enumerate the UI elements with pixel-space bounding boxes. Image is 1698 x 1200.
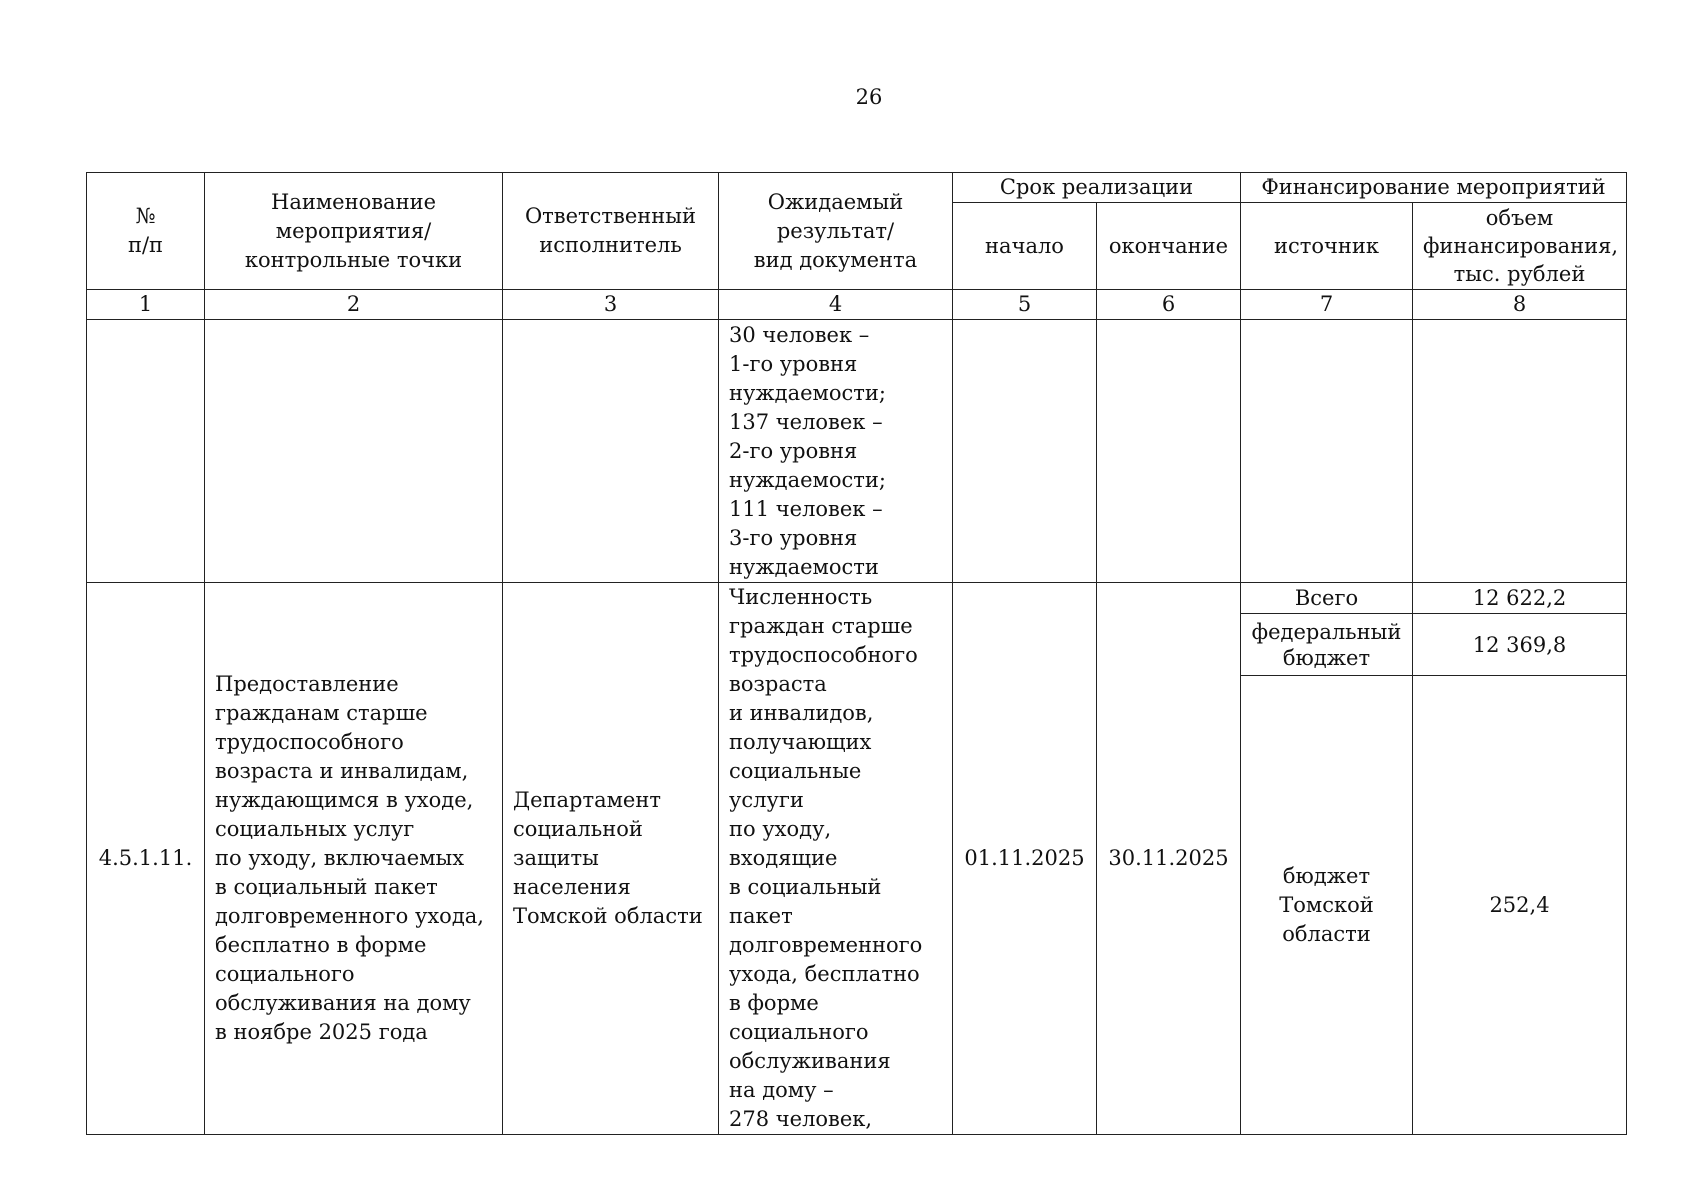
- cont-source-cell: [1241, 320, 1413, 583]
- column-number: 2: [205, 290, 503, 320]
- column-number: 7: [1241, 290, 1413, 320]
- cont-result-cell: 30 человек – 1-го уровня нуждаемости; 137 человек – 2-го уровня нуждаемости; 111 человек – 3-го уровня нуждаемости: [719, 320, 953, 583]
- financing-volume-total: 12 622,2: [1413, 583, 1627, 614]
- header-start: начало: [953, 203, 1097, 290]
- continuation-row: [87, 320, 1627, 583]
- header-num: № п/п: [87, 173, 205, 290]
- cont-executor-cell: [503, 320, 719, 583]
- header-financing-group: Финансирование мероприятий: [1241, 173, 1627, 203]
- header-volume: объем финансирования, тыс. рублей: [1413, 203, 1627, 290]
- page-number: 26: [855, 85, 883, 109]
- column-number: 3: [503, 290, 719, 320]
- cont-start-cell: [953, 320, 1097, 583]
- cont-end-cell: [1097, 320, 1241, 583]
- column-numbers-row: [87, 290, 1627, 320]
- financing-volume-federal: 12 369,8: [1413, 614, 1627, 676]
- header-period-group: Срок реализации: [953, 173, 1241, 203]
- header-result: Ожидаемый результат/ вид документа: [719, 173, 953, 290]
- column-number: 5: [953, 290, 1097, 320]
- header-name: Наименование мероприятия/ контрольные точки: [205, 173, 503, 290]
- cont-num-cell: [87, 320, 205, 583]
- responsible-executor: Департамент социальной защиты населения Томской области: [503, 583, 719, 1135]
- header-end: окончание: [1097, 203, 1241, 290]
- activity-name: Предоставление гражданам старше трудоспособного возраста и инвалидам, нуждающимся в уходе, социальных услуг по уходу, включаемых в социальный пакет долговременного ухода, бесплатно в форме социального обслуживания на дому в ноябре 2025 года: [205, 583, 503, 1135]
- column-number: 6: [1097, 290, 1241, 320]
- cont-volume-cell: [1413, 320, 1627, 583]
- column-number: 1: [87, 290, 205, 320]
- activity-plan-table: [86, 172, 1627, 1135]
- expected-result: Численность граждан старше трудоспособного возраста и инвалидов, получающих социальные услуги по уходу, входящие в социальный пакет долговременного ухода, бесплатно в форме социального обслуживания на дому – 278 человек,: [719, 583, 953, 1135]
- column-number: 8: [1413, 290, 1627, 320]
- cont-name-cell: [205, 320, 503, 583]
- header-source: источник: [1241, 203, 1413, 290]
- financing-source-federal: федеральный бюджет: [1241, 614, 1413, 676]
- table-row: [87, 583, 1627, 614]
- financing-source-regional: бюджет Томской области: [1241, 676, 1413, 1135]
- column-number: 4: [719, 290, 953, 320]
- end-date: 30.11.2025: [1097, 583, 1241, 1135]
- activity-number: 4.5.1.11.: [87, 583, 205, 1135]
- header-executor: Ответственный исполнитель: [503, 173, 719, 290]
- financing-volume-regional: 252,4: [1413, 676, 1627, 1135]
- header-row-1: [87, 173, 1627, 203]
- start-date: 01.11.2025: [953, 583, 1097, 1135]
- financing-source-total: Всего: [1241, 583, 1413, 614]
